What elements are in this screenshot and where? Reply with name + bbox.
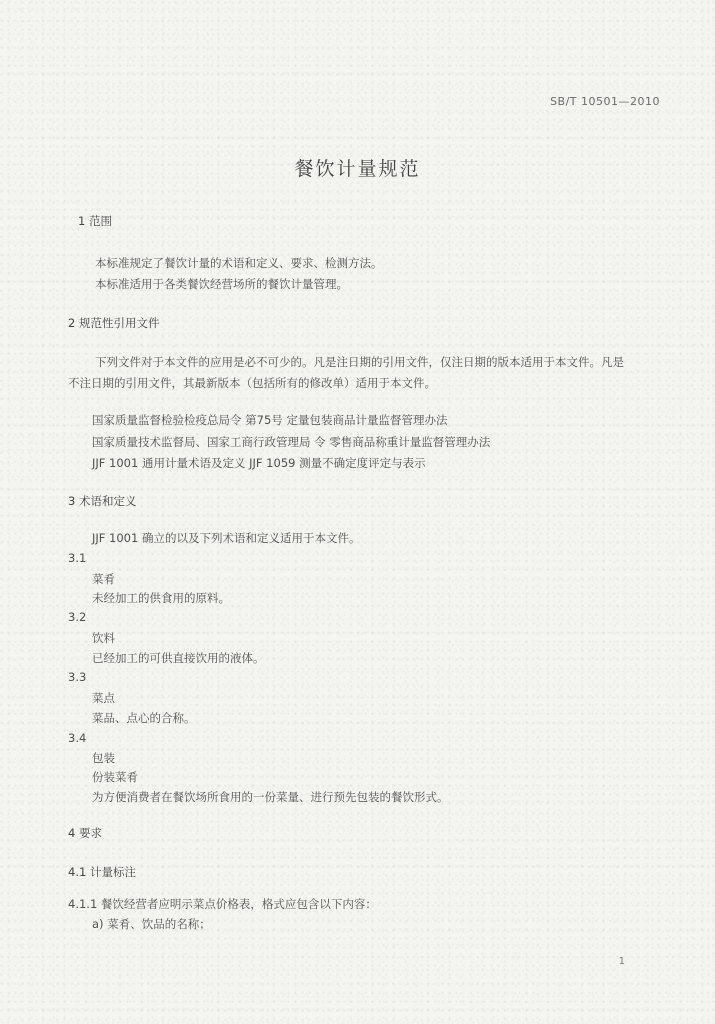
section-2-paragraph-2: 不注日期的引用文件，其最新版本（包括所有的修改单）适用于本文件。 — [68, 376, 436, 390]
reference-item: JJF 1001 通用计量术语及定义 JJF 1059 测量不确定度评定与表示 — [92, 456, 426, 470]
section-1-paragraph-2: 本标准适用于各类餐饮经营场所的餐饮计量管理。 — [95, 277, 348, 291]
page-number: 1 — [618, 956, 625, 967]
term-definition: 已经加工的可供直接饮用的液体。 — [92, 651, 265, 665]
section-2-paragraph-1: 下列文件对于本文件的应用是必不可少的。凡是注日期的引用文件，仅注日期的版本适用于本文件。凡是 — [95, 355, 624, 369]
term-definition: 菜品、点心的合称。 — [92, 711, 196, 725]
reference-item: 国家质量监督检验检疫总局令 第75号 定量包装商品计量监督管理办法 — [92, 413, 448, 427]
term-definition: 为方便消费者在餐饮场所食用的一份菜量、进行预先包装的餐饮形式。 — [92, 790, 449, 804]
term-number: 3.3 — [68, 670, 87, 684]
term-number: 3.1 — [68, 551, 87, 565]
term-definition: 未经加工的供食用的原料。 — [92, 591, 230, 605]
section-1-paragraph-1: 本标准规定了餐饮计量的术语和定义、要求、检测方法。 — [95, 256, 383, 270]
document-code: SB/T 10501—2010 — [550, 95, 660, 108]
term-name: 菜点 — [92, 691, 115, 705]
section-2-heading: 2 规范性引用文件 — [68, 316, 160, 330]
term-alternate-name: 份装菜肴 — [92, 770, 138, 784]
term-number: 3.4 — [68, 731, 87, 745]
term-name: 菜肴 — [92, 572, 115, 586]
section-4-1-heading: 4.1 计量标注 — [68, 865, 136, 879]
term-number: 3.2 — [68, 610, 87, 624]
term-name: 包装 — [92, 751, 115, 765]
section-1-heading: 1 范围 — [78, 214, 112, 228]
reference-item: 国家质量技术监督局、国家工商行政管理局 令 零售商品称重计量监督管理办法 — [92, 435, 491, 449]
section-4-heading: 4 要求 — [68, 826, 102, 840]
document-title: 餐饮计量规范 — [294, 158, 421, 180]
section-3-heading: 3 术语和定义 — [68, 494, 137, 508]
term-name: 饮料 — [92, 631, 115, 645]
section-3-intro: JJF 1001 确立的以及下列术语和定义适用于本文件。 — [92, 531, 361, 545]
list-item-a: a) 菜肴、饮品的名称； — [92, 917, 211, 931]
clause-4-1-1: 4.1.1 餐饮经营者应明示菜点价格表，格式应包含以下内容： — [68, 897, 377, 911]
